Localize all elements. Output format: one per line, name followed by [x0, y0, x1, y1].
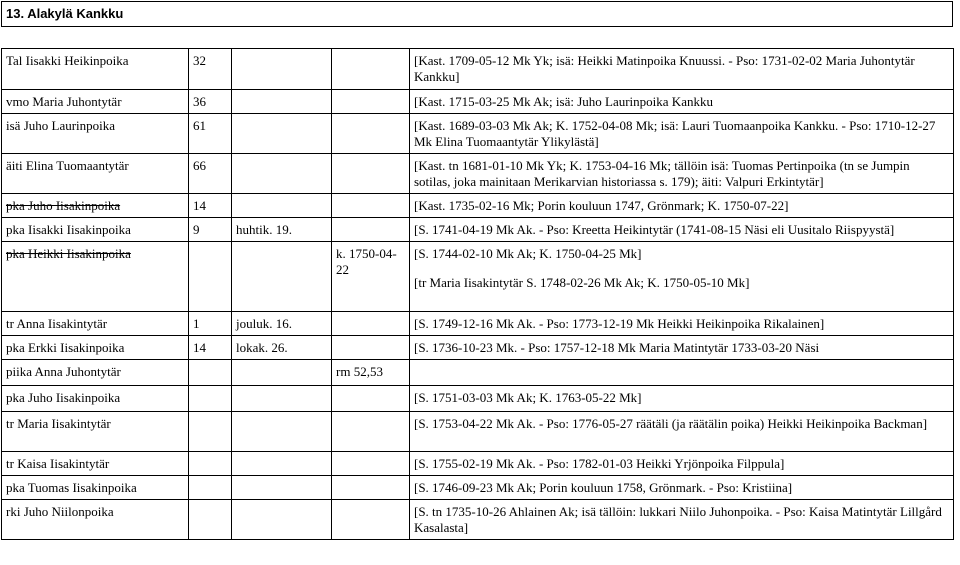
remark-cell — [332, 154, 410, 194]
date-cell — [232, 194, 332, 218]
table-row — [2, 90, 954, 114]
note-cell — [410, 242, 954, 312]
remark-cell: rm 52,53 — [332, 360, 410, 386]
table-row — [2, 312, 954, 336]
date-cell: lokak. 26. — [232, 336, 332, 360]
section-title: 13. Alakylä Kankku — [1, 1, 953, 27]
date-cell — [232, 114, 332, 154]
remark-cell — [332, 218, 410, 242]
age-cell: 14 — [189, 336, 232, 360]
age-cell — [189, 386, 232, 412]
age-cell: 36 — [189, 90, 232, 114]
note-cell: [Kast. 1689-03-03 Mk Ak; K. 1752-04-08 Mk; isä: Lauri Tuomaanpoika Kankku. - Pso: 1710-12-27 Mk Elina Tuomaantytär Ylikylästä] — [410, 114, 954, 154]
person-name: tr Anna Iisakintytär — [2, 312, 189, 336]
table-row — [2, 242, 954, 312]
person-name: piika Anna Juhontytär — [2, 360, 189, 386]
note-cell: [S. tn 1735-10-26 Ahlainen Ak; isä tällöin: lukkari Niilo Juhonpoika. - Pso: Kaisa Matintytär Lillgård Kasalasta] — [410, 500, 954, 540]
note-cell: [S. 1751-03-03 Mk Ak; K. 1763-05-22 Mk] — [410, 386, 954, 412]
note-cell — [410, 360, 954, 386]
note-line: [S. 1744-02-10 Mk Ak; K. 1750-04-25 Mk] — [414, 246, 642, 261]
table-row — [2, 452, 954, 476]
remark-cell — [332, 412, 410, 452]
date-cell — [232, 360, 332, 386]
remark-cell — [332, 312, 410, 336]
age-cell: 66 — [189, 154, 232, 194]
person-name: Tal Iisakki Heikinpoika — [2, 49, 189, 90]
age-cell: 61 — [189, 114, 232, 154]
table-row — [2, 154, 954, 194]
date-cell — [232, 154, 332, 194]
age-cell: 9 — [189, 218, 232, 242]
note-cell: [S. 1755-02-19 Mk Ak. - Pso: 1782-01-03 Heikki Yrjönpoika Filppula] — [410, 452, 954, 476]
table-row — [2, 412, 954, 452]
age-cell — [189, 412, 232, 452]
date-cell — [232, 500, 332, 540]
note-cell: [Kast. 1715-03-25 Mk Ak; isä: Juho Laurinpoika Kankku — [410, 90, 954, 114]
note-cell: [Kast. 1709-05-12 Mk Yk; isä: Heikki Matinpoika Knuussi. - Pso: 1731-02-02 Maria Juhontytär Kankku] — [410, 49, 954, 90]
age-cell — [189, 476, 232, 500]
age-cell — [189, 500, 232, 540]
date-cell — [232, 452, 332, 476]
note-cell: [S. 1741-04-19 Mk Ak. - Pso: Kreetta Heikintytär (1741-08-15 Näsi eli Uusitalo Riispyystä] — [410, 218, 954, 242]
table-row — [2, 194, 954, 218]
note-line-secondary: [tr Maria Iisakintytär S. 1748-02-26 Mk Ak; K. 1750-05-10 Mk] — [414, 275, 750, 290]
table-row — [2, 386, 954, 412]
person-name: pka Juho Iisakinpoika — [2, 386, 189, 412]
date-cell — [232, 49, 332, 90]
note-cell: [S. 1746-09-23 Mk Ak; Porin kouluun 1758, Grönmark. - Pso: Kristiina] — [410, 476, 954, 500]
person-name: pka Iisakki Iisakinpoika — [2, 218, 189, 242]
age-cell: 14 — [189, 194, 232, 218]
remark-cell — [332, 114, 410, 154]
person-name: pka Juho Iisakinpoika — [2, 194, 189, 218]
table-row — [2, 49, 954, 90]
person-name: pka Heikki Iisakinpoika — [2, 242, 189, 312]
remark-cell — [332, 336, 410, 360]
remark-cell — [332, 90, 410, 114]
remark-cell — [332, 476, 410, 500]
note-cell: [Kast. 1735-02-16 Mk; Porin kouluun 1747, Grönmark; K. 1750-07-22] — [410, 194, 954, 218]
note-cell: [S. 1749-12-16 Mk Ak. - Pso: 1773-12-19 Mk Heikki Heikinpoika Rikalainen] — [410, 312, 954, 336]
date-cell — [232, 412, 332, 452]
person-name: äiti Elina Tuomaantytär — [2, 154, 189, 194]
remark-cell — [332, 500, 410, 540]
age-cell: 1 — [189, 312, 232, 336]
remark-cell: k. 1750-04-22 — [332, 242, 410, 312]
remark-cell — [332, 49, 410, 90]
person-name: pka Tuomas Iisakinpoika — [2, 476, 189, 500]
age-cell — [189, 242, 232, 312]
person-name: rki Juho Niilonpoika — [2, 500, 189, 540]
genealogy-table — [1, 48, 954, 540]
table-row — [2, 500, 954, 540]
person-name: pka Erkki Iisakinpoika — [2, 336, 189, 360]
person-name: tr Kaisa Iisakintytär — [2, 452, 189, 476]
date-cell: huhtik. 19. — [232, 218, 332, 242]
remark-cell — [332, 386, 410, 412]
note-cell: [S. 1736-10-23 Mk. - Pso: 1757-12-18 Mk Maria Matintytär 1733-03-20 Näsi — [410, 336, 954, 360]
table-row — [2, 114, 954, 154]
table-row — [2, 360, 954, 386]
person-name: tr Maria Iisakintytär — [2, 412, 189, 452]
age-cell — [189, 360, 232, 386]
table-row — [2, 476, 954, 500]
date-cell — [232, 476, 332, 500]
note-cell: [Kast. tn 1681-01-10 Mk Yk; K. 1753-04-16 Mk; tällöin isä: Tuomas Pertinpoika (tn se Jumpin sotilas, joka mainitaan Merikarvian historiassa s. 179); äiti: Valpuri Erkintytär] — [410, 154, 954, 194]
table-row — [2, 336, 954, 360]
person-name: vmo Maria Juhontytär — [2, 90, 189, 114]
table-row — [2, 218, 954, 242]
date-cell: jouluk. 16. — [232, 312, 332, 336]
remark-cell — [332, 452, 410, 476]
age-cell: 32 — [189, 49, 232, 90]
date-cell — [232, 242, 332, 312]
note-cell: [S. 1753-04-22 Mk Ak. - Pso: 1776-05-27 räätäli (ja räätälin poika) Heikki Heikinpoika Backman] — [410, 412, 954, 452]
date-cell — [232, 90, 332, 114]
date-cell — [232, 386, 332, 412]
remark-cell — [332, 194, 410, 218]
person-name: isä Juho Laurinpoika — [2, 114, 189, 154]
age-cell — [189, 452, 232, 476]
